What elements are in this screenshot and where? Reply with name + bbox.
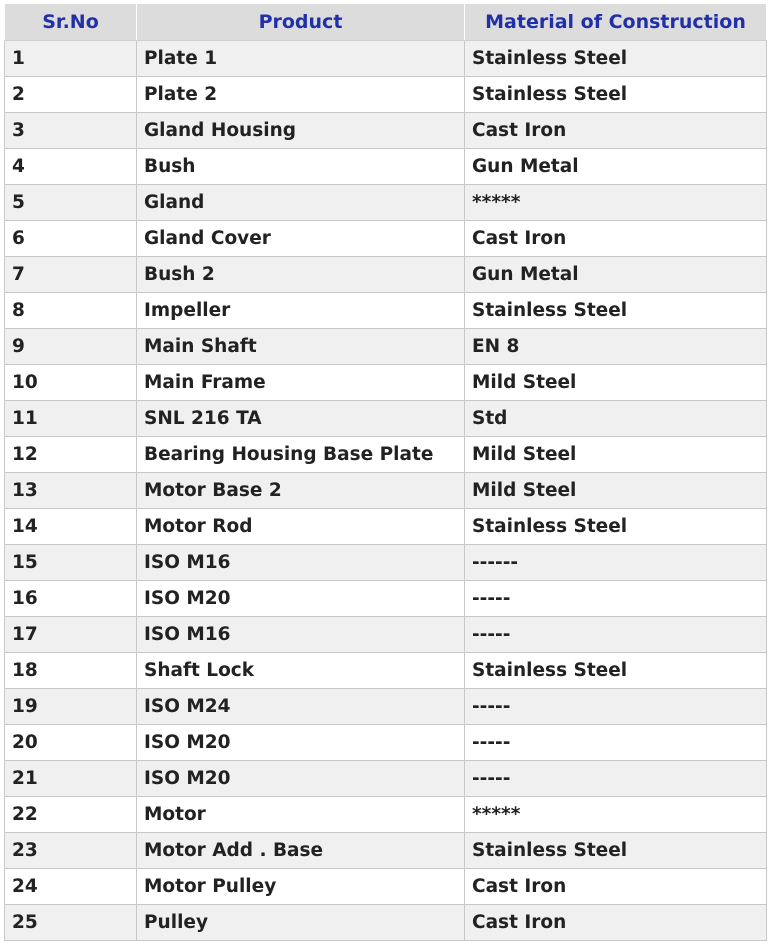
- material-cell: Stainless Steel: [465, 41, 767, 77]
- product-cell: ISO M16: [137, 617, 465, 653]
- sr-no-cell: 5: [5, 185, 137, 221]
- sr-no-cell: 18: [5, 653, 137, 689]
- material-cell: Stainless Steel: [465, 293, 767, 329]
- product-cell: Plate 2: [137, 77, 465, 113]
- product-cell: ISO M20: [137, 761, 465, 797]
- sr-no-cell: 16: [5, 581, 137, 617]
- table-row: [5, 365, 767, 401]
- table-row: [5, 221, 767, 257]
- sr-no-cell: 19: [5, 689, 137, 725]
- table-row: [5, 869, 767, 905]
- table-row: [5, 581, 767, 617]
- product-cell: ISO M16: [137, 545, 465, 581]
- table-row: [5, 833, 767, 869]
- table-row: [5, 41, 767, 77]
- sr-no-cell: 6: [5, 221, 137, 257]
- material-cell: *****: [465, 185, 767, 221]
- product-cell: Main Frame: [137, 365, 465, 401]
- material-cell: -----: [465, 689, 767, 725]
- sr-no-cell: 12: [5, 437, 137, 473]
- table-row: [5, 113, 767, 149]
- sr-no-cell: 24: [5, 869, 137, 905]
- product-cell: Bearing Housing Base Plate: [137, 437, 465, 473]
- table-row: [5, 257, 767, 293]
- table-row: [5, 905, 767, 941]
- product-cell: Motor: [137, 797, 465, 833]
- sr-no-cell: 20: [5, 725, 137, 761]
- product-cell: Main Shaft: [137, 329, 465, 365]
- product-cell: Bush 2: [137, 257, 465, 293]
- sr-no-cell: 11: [5, 401, 137, 437]
- material-cell: -----: [465, 617, 767, 653]
- table-row: [5, 437, 767, 473]
- materials-table: [4, 4, 767, 941]
- sr-no-cell: 22: [5, 797, 137, 833]
- material-cell: Cast Iron: [465, 113, 767, 149]
- sr-no-cell: 25: [5, 905, 137, 941]
- sr-no-cell: 13: [5, 473, 137, 509]
- sr-no-cell: 21: [5, 761, 137, 797]
- sr-no-cell: 23: [5, 833, 137, 869]
- sr-no-cell: 9: [5, 329, 137, 365]
- sr-no-cell: 3: [5, 113, 137, 149]
- table-body: [5, 41, 767, 941]
- table-row: [5, 401, 767, 437]
- product-cell: Bush: [137, 149, 465, 185]
- header-row: [5, 4, 767, 41]
- material-cell: -----: [465, 761, 767, 797]
- table-row: [5, 545, 767, 581]
- material-cell: -----: [465, 581, 767, 617]
- sr-no-cell: 8: [5, 293, 137, 329]
- material-cell: -----: [465, 725, 767, 761]
- product-cell: Gland: [137, 185, 465, 221]
- material-cell: Stainless Steel: [465, 77, 767, 113]
- table-row: [5, 761, 767, 797]
- material-cell: Cast Iron: [465, 221, 767, 257]
- product-cell: ISO M20: [137, 581, 465, 617]
- product-cell: Plate 1: [137, 41, 465, 77]
- material-cell: Stainless Steel: [465, 833, 767, 869]
- table-row: [5, 293, 767, 329]
- table-row: [5, 617, 767, 653]
- table-header: [5, 4, 767, 41]
- sr-no-cell: 1: [5, 41, 137, 77]
- sr-no-cell: 10: [5, 365, 137, 401]
- sr-no-cell: 4: [5, 149, 137, 185]
- sr-no-cell: 14: [5, 509, 137, 545]
- table-row: [5, 509, 767, 545]
- header-sr-no: Sr.No: [5, 4, 137, 41]
- product-cell: ISO M24: [137, 689, 465, 725]
- table-row: [5, 797, 767, 833]
- material-cell: *****: [465, 797, 767, 833]
- table-row: [5, 329, 767, 365]
- table-row: [5, 185, 767, 221]
- product-cell: SNL 216 TA: [137, 401, 465, 437]
- material-cell: Stainless Steel: [465, 653, 767, 689]
- product-cell: ISO M20: [137, 725, 465, 761]
- materials-table-container: [4, 4, 766, 941]
- material-cell: Gun Metal: [465, 257, 767, 293]
- sr-no-cell: 7: [5, 257, 137, 293]
- material-cell: Cast Iron: [465, 869, 767, 905]
- table-row: [5, 77, 767, 113]
- sr-no-cell: 17: [5, 617, 137, 653]
- table-row: [5, 725, 767, 761]
- product-cell: Motor Pulley: [137, 869, 465, 905]
- product-cell: Gland Housing: [137, 113, 465, 149]
- material-cell: ------: [465, 545, 767, 581]
- material-cell: Mild Steel: [465, 473, 767, 509]
- product-cell: Pulley: [137, 905, 465, 941]
- product-cell: Impeller: [137, 293, 465, 329]
- material-cell: Stainless Steel: [465, 509, 767, 545]
- table-row: [5, 473, 767, 509]
- table-row: [5, 689, 767, 725]
- header-product: Product: [137, 4, 465, 41]
- product-cell: Shaft Lock: [137, 653, 465, 689]
- table-row: [5, 653, 767, 689]
- material-cell: Gun Metal: [465, 149, 767, 185]
- material-cell: Std: [465, 401, 767, 437]
- material-cell: Mild Steel: [465, 365, 767, 401]
- product-cell: Motor Add . Base: [137, 833, 465, 869]
- sr-no-cell: 2: [5, 77, 137, 113]
- sr-no-cell: 15: [5, 545, 137, 581]
- product-cell: Motor Rod: [137, 509, 465, 545]
- header-material: Material of Construction: [465, 4, 767, 41]
- table-row: [5, 149, 767, 185]
- material-cell: Mild Steel: [465, 437, 767, 473]
- material-cell: EN 8: [465, 329, 767, 365]
- material-cell: Cast Iron: [465, 905, 767, 941]
- product-cell: Motor Base 2: [137, 473, 465, 509]
- product-cell: Gland Cover: [137, 221, 465, 257]
